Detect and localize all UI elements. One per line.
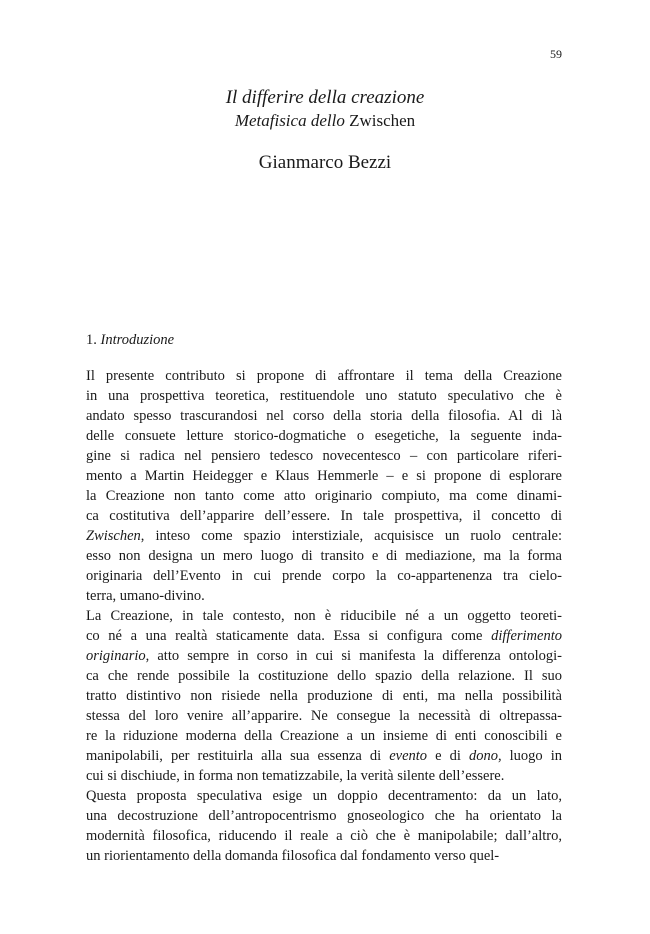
section-title: Introduzione bbox=[100, 332, 175, 348]
text-run: co né a una realtà staticamente data. Essa si configura come bbox=[86, 628, 492, 644]
text-run: una decostruzione dell’antropocentrismo gnoseologico che ha orientato la bbox=[86, 808, 562, 824]
article-title: Il differire della creazione bbox=[225, 87, 425, 108]
text-line bbox=[86, 746, 562, 766]
text-line bbox=[86, 446, 562, 466]
text-run: re la riduzione moderna della Creazione a un insieme di enti conoscibili e bbox=[86, 728, 562, 744]
text-line bbox=[86, 566, 562, 586]
text-run: modernità filosofica, riducendo il reale a ciò che è manipolabile; dall’altro, bbox=[86, 828, 562, 844]
text-run: cui si dischiude, in forma non tematizzabile, la verità silente dell’essere. bbox=[86, 768, 505, 784]
text-line bbox=[86, 366, 562, 386]
subtitle-italic: Metafisica dello bbox=[234, 111, 345, 130]
text-run: in una prospettiva teoretica, restituendole uno statuto speculativo che è bbox=[86, 388, 562, 404]
text-run: Questa proposta speculativa esige un doppio decentramento: da un lato, bbox=[86, 788, 562, 804]
text-run: ca che rende possibile la costituzione dello spazio della relazione. Il suo bbox=[86, 668, 562, 684]
text-line bbox=[86, 846, 562, 866]
paragraph bbox=[86, 366, 562, 606]
text-run: , atto sempre in corso in cui si manifesta la differenza ontologi- bbox=[145, 648, 562, 664]
text-run: esso non designa un mero luogo di transito e di mediazione, ma la forma bbox=[86, 548, 562, 564]
author-name: Gianmarco Bezzi bbox=[258, 152, 392, 173]
text-run: La Creazione, in tale contesto, non è riducibile né a un oggetto teoreti- bbox=[86, 608, 562, 624]
text-run: , luogo in bbox=[497, 748, 562, 764]
text-line bbox=[86, 766, 562, 786]
text-line bbox=[86, 686, 562, 706]
section-number: 1. bbox=[86, 332, 97, 348]
text-line bbox=[86, 526, 562, 546]
text-run: delle consuete letture storico-dogmatiche o esegetiche, la seguente inda- bbox=[86, 428, 562, 444]
section-heading bbox=[86, 330, 174, 350]
text-line bbox=[86, 426, 562, 446]
text-line bbox=[86, 706, 562, 726]
text-run: , inteso come spazio interstiziale, acquisisce un ruolo centrale: bbox=[140, 528, 562, 544]
text-line bbox=[86, 666, 562, 686]
text-run: e di bbox=[427, 748, 469, 764]
italic-run: evento bbox=[389, 748, 428, 764]
text-line bbox=[86, 806, 562, 826]
text-line bbox=[86, 466, 562, 486]
text-line bbox=[86, 506, 562, 526]
text-run: originaria dell’Evento in cui prende corpo la co-appartenenza tra cielo- bbox=[86, 568, 562, 584]
text-line bbox=[86, 586, 562, 606]
text-run: gine si radica nel pensiero tedesco novecentesco – con particolare riferi- bbox=[86, 448, 562, 464]
text-run: ca costitutiva dell’apparire dell’essere. In tale prospettiva, il concetto di bbox=[86, 508, 562, 524]
text-line bbox=[86, 726, 562, 746]
text-run: un riorientamento della domanda filosofica dal fondamento verso quel- bbox=[86, 848, 500, 864]
paragraph bbox=[86, 606, 562, 786]
text-run: tratto distintivo non risiede nella produzione di enti, ma nella possibilità bbox=[86, 688, 562, 704]
text-run: stessa del loro venire all’apparire. Ne consegue la necessità di oltrepassa- bbox=[86, 708, 562, 724]
text-line bbox=[86, 486, 562, 506]
text-line bbox=[86, 386, 562, 406]
text-run: la Creazione non tanto come atto originario compiuto, ma come dinami- bbox=[86, 488, 562, 504]
text-line bbox=[86, 826, 562, 846]
body-text bbox=[86, 366, 562, 866]
text-run: andato spesso trascurandosi nel corso della storia della filosofia. Al di là bbox=[86, 408, 562, 424]
text-line bbox=[86, 646, 562, 666]
italic-run: Zwischen bbox=[86, 528, 141, 544]
page-number: 59 bbox=[550, 47, 562, 61]
italic-run: dono bbox=[468, 748, 498, 764]
text-line bbox=[86, 786, 562, 806]
text-run: manipolabili, per restituirla alla sua essenza di bbox=[86, 748, 390, 764]
text-line bbox=[86, 546, 562, 566]
title-block bbox=[0, 86, 650, 175]
text-line bbox=[86, 626, 562, 646]
italic-run: differimento bbox=[491, 628, 562, 644]
text-run: Il presente contributo si propone di affrontare il tema della Creazione bbox=[86, 368, 562, 384]
text-run: terra, umano-divino. bbox=[86, 588, 205, 604]
italic-run: originario bbox=[86, 648, 146, 664]
text-run: mento a Martin Heidegger e Klaus Hemmerle – e si propone di esplorare bbox=[86, 468, 562, 484]
article-subtitle bbox=[0, 110, 650, 132]
text-line bbox=[86, 606, 562, 626]
text-line bbox=[86, 406, 562, 426]
subtitle-plain: Zwischen bbox=[349, 111, 416, 130]
paragraph bbox=[86, 786, 562, 866]
